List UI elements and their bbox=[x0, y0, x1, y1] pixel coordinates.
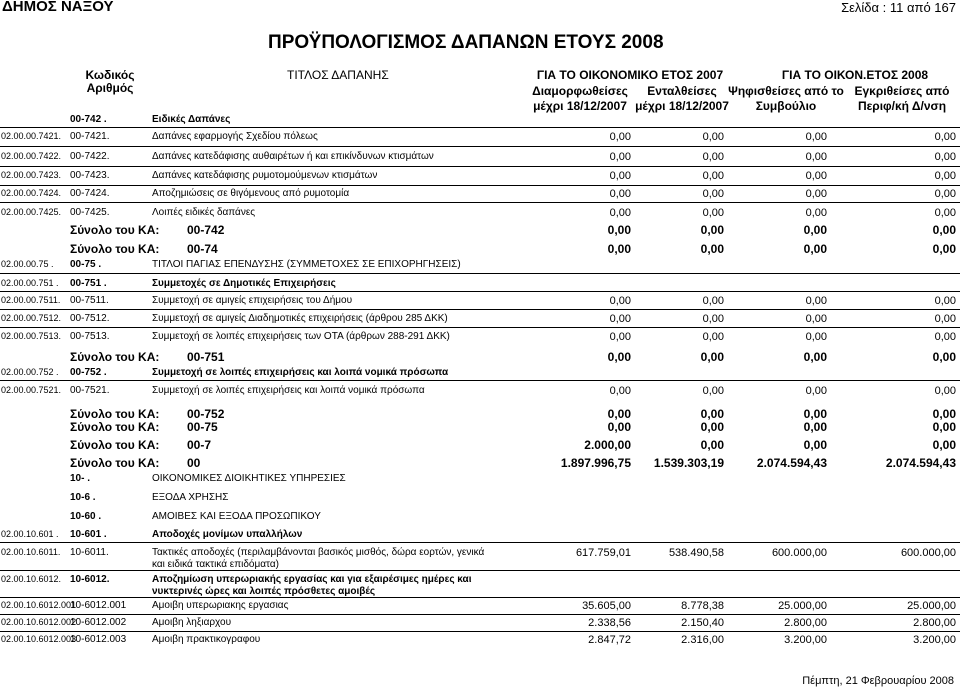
row-account: 10-6011. bbox=[70, 547, 109, 558]
row-divider bbox=[0, 185, 960, 186]
row-description: Λοιπές ειδικές δαπάνες bbox=[152, 207, 256, 218]
row-account: 00-7424. bbox=[70, 188, 110, 199]
row-account: 00-7513. bbox=[70, 331, 110, 342]
value-formed: 0,00 bbox=[609, 207, 631, 219]
value-ordered: 0,00 bbox=[702, 151, 724, 163]
row-divider bbox=[0, 146, 960, 147]
value-formed: 0,00 bbox=[609, 331, 631, 343]
value-formed: 0,00 bbox=[609, 131, 631, 143]
section-account: 00-75 . bbox=[70, 259, 102, 270]
section-account: 10-60 . bbox=[70, 511, 102, 522]
value-approved: 0,00 bbox=[934, 207, 956, 219]
total-voted: 0,00 bbox=[803, 350, 827, 364]
value-formed: 0,00 bbox=[609, 170, 631, 182]
total-label: Σύνολο του ΚΑ: bbox=[70, 438, 160, 452]
row-divider bbox=[0, 273, 960, 274]
value-voted: 0,00 bbox=[805, 151, 827, 163]
total-ordered: 0,00 bbox=[700, 420, 724, 434]
value-formed: 0,00 bbox=[609, 295, 631, 307]
row-description: Αποζημιώσεις σε θιγόμενους από ρυμοτομία bbox=[152, 188, 350, 199]
value-formed: 2.338,56 bbox=[588, 617, 631, 629]
document-title: ΠΡΟΫΠΟΛΟΓΙΣΜΟΣ ΔΑΠΑΝΩΝ ΕΤΟΥΣ 2008 bbox=[268, 32, 664, 53]
section-code: 02.00.10.6012. bbox=[1, 574, 62, 584]
value-formed: 2.847,72 bbox=[588, 634, 631, 646]
section-account: 00-752 . bbox=[70, 367, 107, 378]
row-code: 02.00.00.7424. bbox=[1, 188, 62, 198]
section-account: 10- . bbox=[70, 473, 91, 484]
section-code: 02.00.00.752 . bbox=[1, 367, 59, 377]
value-ordered: 0,00 bbox=[702, 170, 724, 182]
row-account: 10-6012.003 bbox=[70, 634, 127, 645]
section-label: Αποδοχές μονίμων υπαλλήλων bbox=[152, 529, 303, 540]
value-voted: 0,00 bbox=[805, 170, 827, 182]
value-approved: 0,00 bbox=[934, 313, 956, 325]
total-ordered: 1.539.303,19 bbox=[653, 456, 724, 470]
row-divider bbox=[0, 202, 960, 203]
row-account: 00-7512. bbox=[70, 313, 110, 324]
value-approved: 0,00 bbox=[934, 295, 956, 307]
section-account: 10-6012. bbox=[70, 574, 110, 585]
row-code: 02.00.10.6011. bbox=[1, 547, 61, 557]
row-account: 10-6012.001 bbox=[70, 600, 127, 611]
value-voted: 0,00 bbox=[805, 207, 827, 219]
value-ordered: 8.778,38 bbox=[681, 600, 724, 612]
value-voted: 0,00 bbox=[805, 188, 827, 200]
municipality-name: ΔΗΜΟΣ ΝΑΞΟΥ bbox=[2, 0, 114, 15]
value-ordered: 2.150,40 bbox=[681, 617, 724, 629]
col-ordered-label: Ενταλθείσες bbox=[647, 84, 717, 98]
value-voted: 0,00 bbox=[805, 313, 827, 325]
value-ordered: 2.316,00 bbox=[681, 634, 724, 646]
value-ordered: 0,00 bbox=[702, 207, 724, 219]
row-divider bbox=[0, 570, 960, 571]
value-voted: 0,00 bbox=[805, 385, 827, 397]
value-formed: 0,00 bbox=[609, 313, 631, 325]
row-code: 02.00.10.6012.001 bbox=[1, 600, 77, 610]
row-code: 02.00.00.7521. bbox=[1, 385, 62, 395]
total-voted: 0,00 bbox=[803, 223, 827, 237]
row-code: 02.00.00.7423. bbox=[1, 170, 62, 180]
total-approved: 0,00 bbox=[932, 438, 956, 452]
value-approved: 0,00 bbox=[934, 131, 956, 143]
total-ordered: 0,00 bbox=[700, 438, 724, 452]
row-description: Αμοιβη πρακτικογραφου bbox=[152, 634, 261, 645]
header-divider bbox=[0, 127, 960, 128]
section-account: 10-6 . bbox=[70, 492, 96, 503]
row-description: Αμοιβη υπερωριακης εργασιας bbox=[152, 600, 289, 611]
row-description: Δαπάνες εφαρμογής Σχεδίου πόλεως bbox=[152, 131, 318, 142]
total-formed: 0,00 bbox=[607, 420, 631, 434]
value-approved: 3.200,00 bbox=[913, 634, 956, 646]
row-description: Συμμετοχή σε αμιγείς Διαδημοτικές επιχειρήσεις (άρθρου 285 ΔΚΚ) bbox=[152, 313, 448, 324]
total-account: 00-74 bbox=[187, 242, 218, 256]
value-ordered: 0,00 bbox=[702, 385, 724, 397]
total-account: 00-742 bbox=[187, 223, 225, 237]
value-formed: 0,00 bbox=[609, 151, 631, 163]
total-formed: 2.000,00 bbox=[584, 438, 631, 452]
row-account: 00-7511. bbox=[70, 295, 109, 306]
row-account: 00-7521. bbox=[70, 385, 110, 396]
total-label: Σύνολο του ΚΑ: bbox=[70, 223, 160, 237]
col-formed-date: μέχρι 18/12/2007 bbox=[533, 99, 627, 113]
value-approved: 2.800,00 bbox=[913, 617, 956, 629]
section-account: 10-601 . bbox=[70, 529, 107, 540]
section-code: 00-742 . bbox=[70, 114, 107, 125]
row-description: Δαπάνες κατεδάφισης ρυμοτομούμενων κτισμάτων bbox=[152, 170, 378, 181]
section-account: 00-751 . bbox=[70, 278, 107, 289]
value-voted: 0,00 bbox=[805, 131, 827, 143]
row-description: Αμοιβη ληξιαρχου bbox=[152, 617, 232, 628]
col-fy2007-label: ΓΙΑ ΤΟ ΟΙΚΟΝΟΜΙΚΟ ΕΤΟΣ 2007 bbox=[536, 68, 724, 82]
section-label: ΟΙΚΟΝΟΜΙΚΕΣ ΔΙΟΙΚΗΤΙΚΕΣ ΥΠΗΡΕΣΙΕΣ bbox=[152, 473, 346, 484]
row-divider bbox=[0, 631, 960, 632]
total-approved: 2.074.594,43 bbox=[885, 456, 956, 470]
value-approved: 0,00 bbox=[934, 151, 956, 163]
row-account: 00-7422. bbox=[70, 151, 110, 162]
total-voted: 0,00 bbox=[803, 438, 827, 452]
value-voted: 600.000,00 bbox=[771, 547, 827, 559]
total-approved: 0,00 bbox=[932, 407, 956, 421]
section-code: 02.00.00.751 . bbox=[1, 278, 59, 288]
value-ordered: 0,00 bbox=[702, 188, 724, 200]
col-number-label: Αριθμός bbox=[86, 81, 134, 95]
value-voted: 3.200,00 bbox=[784, 634, 827, 646]
row-code: 02.00.10.6012.002 bbox=[1, 617, 77, 627]
total-account: 00-751 bbox=[187, 350, 225, 364]
row-description: Δαπάνες κατεδάφισης αυθαιρέτων ή και επικίνδυνων κτισμάτων bbox=[152, 151, 434, 162]
total-ordered: 0,00 bbox=[700, 223, 724, 237]
value-ordered: 0,00 bbox=[702, 313, 724, 325]
row-code: 02.00.00.7511. bbox=[1, 295, 61, 305]
total-formed: 0,00 bbox=[607, 407, 631, 421]
section-label: ΕΞΟΔΑ ΧΡΗΣΗΣ bbox=[152, 492, 229, 503]
row-divider bbox=[0, 309, 960, 310]
col-fy2008-label: ΓΙΑ ΤΟ ΟΙΚΟΝ.ΕΤΟΣ 2008 bbox=[781, 68, 929, 82]
value-formed: 0,00 bbox=[609, 385, 631, 397]
col-approved-label: Εγκριθείσες από bbox=[854, 84, 950, 98]
row-divider bbox=[0, 166, 960, 167]
total-approved: 0,00 bbox=[932, 223, 956, 237]
value-voted: 25.000,00 bbox=[778, 600, 827, 612]
col-title-label: ΤΙΤΛΟΣ ΔΑΠΑΝΗΣ bbox=[287, 68, 389, 82]
section-label: ΤΙΤΛΟΙ ΠΑΓΙΑΣ ΕΠΕΝΔΥΣΗΣ (ΣΥΜΜΕΤΟΧΕΣ ΣΕ ΕΠΙΧΟΡΗΓΗΣΕΙΣ) bbox=[152, 259, 461, 270]
total-formed: 0,00 bbox=[607, 242, 631, 256]
value-approved: 0,00 bbox=[934, 188, 956, 200]
row-divider bbox=[0, 597, 960, 598]
total-label: Σύνολο του ΚΑ: bbox=[70, 420, 160, 434]
row-account: 00-7425. bbox=[70, 207, 110, 218]
section-label: Συμμετοχή σε λοιπές επιχειρήσεις και λοιπά νομικά πρόσωπα bbox=[152, 367, 449, 378]
total-voted: 0,00 bbox=[803, 407, 827, 421]
footer-date: Πέμπτη, 21 Φεβρουαρίου 2008 bbox=[802, 675, 954, 687]
total-voted: 0,00 bbox=[803, 420, 827, 434]
value-ordered: 0,00 bbox=[702, 331, 724, 343]
total-label: Σύνολο του ΚΑ: bbox=[70, 456, 160, 470]
total-formed: 0,00 bbox=[607, 350, 631, 364]
value-approved: 600.000,00 bbox=[900, 547, 956, 559]
section-label: Αποζημίωση υπερωριακής εργασίας και για εξαιρέσιμες ημέρες και νυκτερινές ώρες και λοιπές πρόσθετες αμοιβές bbox=[152, 574, 472, 597]
col-voted-sub: Συμβούλιο bbox=[755, 99, 817, 113]
row-account: 00-7421. bbox=[70, 131, 110, 142]
value-approved: 0,00 bbox=[934, 170, 956, 182]
col-approved-sub: Περιφ/κή Δ/νση bbox=[857, 99, 947, 113]
row-code: 02.00.00.7421. bbox=[1, 131, 62, 141]
row-description: Συμμετοχή σε λοιπές επιχειρήσεις και λοιπά νομικά πρόσωπα bbox=[152, 385, 425, 396]
value-voted: 2.800,00 bbox=[784, 617, 827, 629]
value-approved: 0,00 bbox=[934, 331, 956, 343]
total-label: Σύνολο του ΚΑ: bbox=[70, 350, 160, 364]
row-description: Συμμετοχή σε λοιπές επιχειρήσεις των ΟΤΑ (άρθρων 288-291 ΔΚΚ) bbox=[152, 331, 450, 342]
total-formed: 1.897.996,75 bbox=[560, 456, 631, 470]
value-ordered: 0,00 bbox=[702, 295, 724, 307]
row-code: 02.00.00.7513. bbox=[1, 331, 62, 341]
total-ordered: 0,00 bbox=[700, 407, 724, 421]
value-formed: 617.759,01 bbox=[575, 547, 631, 559]
total-account: 00-752 bbox=[187, 407, 225, 421]
section-label: Ειδικές Δαπάνες bbox=[152, 114, 231, 125]
section-label: ΑΜΟΙΒΕΣ ΚΑΙ ΕΞΟΔΑ ΠΡΟΣΩΠΙΚΟΥ bbox=[152, 511, 321, 522]
row-description: Τακτικές αποδοχές (περιλαμβάνονται βασικός μισθός, δώρα εορτών, γενικά και ειδικά τακτικά επιδόματα) bbox=[152, 547, 485, 570]
row-code: 02.00.00.7422. bbox=[1, 151, 62, 161]
total-approved: 0,00 bbox=[932, 242, 956, 256]
total-voted: 2.074.594,43 bbox=[756, 456, 827, 470]
value-voted: 0,00 bbox=[805, 295, 827, 307]
total-approved: 0,00 bbox=[932, 420, 956, 434]
row-account: 10-6012.002 bbox=[70, 617, 127, 628]
value-voted: 0,00 bbox=[805, 331, 827, 343]
row-divider bbox=[0, 291, 960, 292]
total-label: Σύνολο του ΚΑ: bbox=[70, 242, 160, 256]
value-formed: 35.605,00 bbox=[582, 600, 631, 612]
col-code-label: Κωδικός bbox=[85, 68, 135, 82]
section-code: 02.00.00.75 . bbox=[1, 259, 54, 269]
total-formed: 0,00 bbox=[607, 223, 631, 237]
col-voted-label: Ψηφισθείσες από το bbox=[728, 84, 844, 98]
value-approved: 0,00 bbox=[934, 385, 956, 397]
value-approved: 25.000,00 bbox=[907, 600, 956, 612]
col-ordered-date: μέχρι 18/12/2007 bbox=[635, 99, 729, 113]
row-divider bbox=[0, 542, 960, 543]
row-code: 02.00.00.7512. bbox=[1, 313, 62, 323]
col-formed-label: Διαμορφωθείσες bbox=[532, 84, 628, 98]
total-approved: 0,00 bbox=[932, 350, 956, 364]
section-code: 02.00.10.601 . bbox=[1, 529, 59, 539]
total-account: 00-7 bbox=[187, 438, 212, 452]
section-label: Συμμετοχές σε Δημοτικές Επιχειρήσεις bbox=[152, 278, 336, 289]
total-label: Σύνολο του ΚΑ: bbox=[70, 407, 160, 421]
row-divider bbox=[0, 614, 960, 615]
total-ordered: 0,00 bbox=[700, 350, 724, 364]
total-ordered: 0,00 bbox=[700, 242, 724, 256]
total-account: 00-75 bbox=[187, 420, 218, 434]
row-account: 00-7423. bbox=[70, 170, 110, 181]
row-code: 02.00.00.7425. bbox=[1, 207, 62, 217]
row-code: 02.00.10.6012.003 bbox=[1, 634, 77, 644]
page-number: Σελίδα : 11 από 167 bbox=[841, 0, 956, 15]
row-description: Συμμετοχή σε αμιγείς επιχειρήσεις του Δήμου bbox=[152, 295, 353, 306]
value-ordered: 0,00 bbox=[702, 131, 724, 143]
row-divider bbox=[0, 380, 960, 381]
value-ordered: 538.490,58 bbox=[668, 547, 724, 559]
total-account: 00 bbox=[187, 456, 201, 470]
total-voted: 0,00 bbox=[803, 242, 827, 256]
value-formed: 0,00 bbox=[609, 188, 631, 200]
row-divider bbox=[0, 327, 960, 328]
